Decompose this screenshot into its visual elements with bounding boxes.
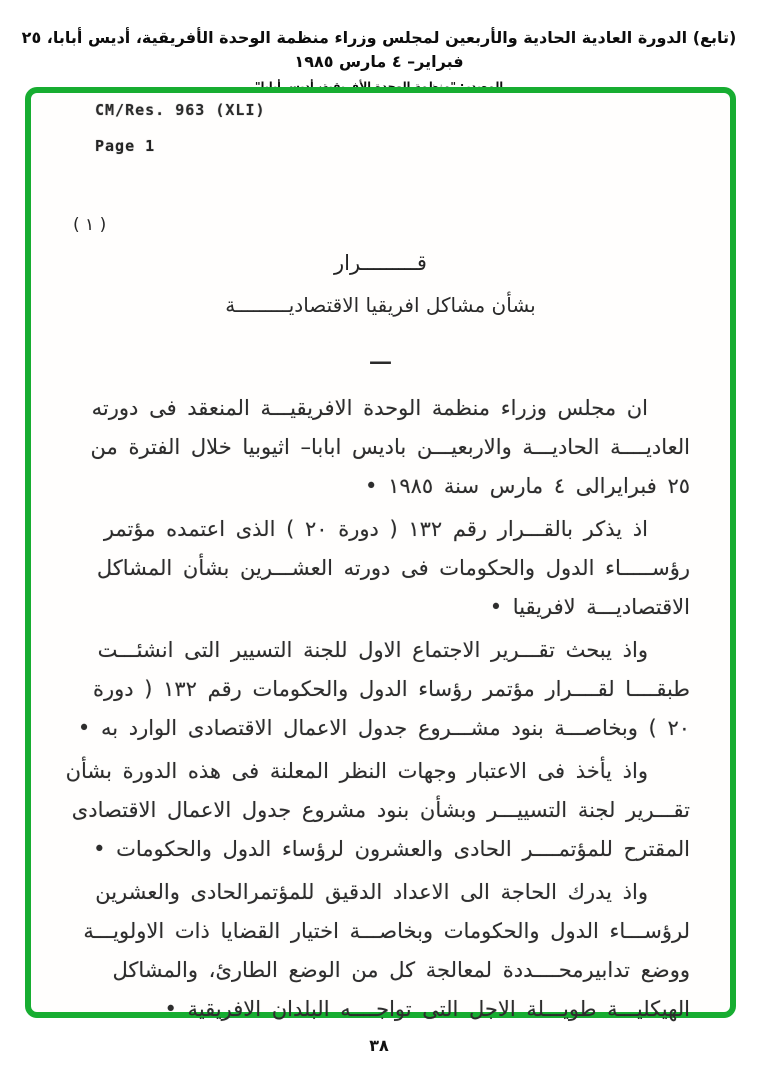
scan-frame xyxy=(25,87,736,1021)
page-label: Page 1 xyxy=(95,137,156,155)
paragraph-recognizing: واذ يدرك الحاجة الى الاعداد الدقيق للمؤتمرالحادى والعشرين لرؤســـاء الدول والحكومات وبخاصـــة اختيار القضايا ذات الاولويـــة ووضع تدابيرمحــــددة لمعالجة كل من الوضع الطارئ، والمشاكل الهيكليـــة طويـــلة الاجل التى تواجــــه البلدان الافريقية • xyxy=(83,880,690,1021)
page-header xyxy=(0,26,758,94)
document-reference: CM/Res. 963 (XLI) xyxy=(95,101,266,119)
title-separator: ـــ xyxy=(370,345,391,369)
section-number: ( ١ ) xyxy=(73,215,107,235)
paragraph-recalling: اذ يذكر بالقـــرار رقم ١٣٢ ( دورة ٢٠ ) الذى اعتمده مؤتمر رؤســـــاء الدول والحكومات فى دورته العشـــرين بشأن المشاكل الاقتصاديـــة لافريقيا • xyxy=(96,517,690,619)
session-title: (تابع) الدورة العادية الحادية والأربعين لمجلس وزراء منظمة الوحدة الأفريقية، أديس أبابا، ٢٥ فبراير– ٤ مارس ١٩٨٥ xyxy=(21,28,737,71)
page-number: ٣٨ xyxy=(369,1036,389,1055)
paragraph-considering: واذ يأخذ فى الاعتبار وجهات النظر المعلنة فى هذه الدورة بشأن تقـــرير لجنة التسييـــر وبشأن بنود مشروع جدول الاعمال الاقتصادى المقترح للمؤتمــــر الحادى والعشرون لرؤساء الدول والحكومات • xyxy=(65,759,690,861)
paragraph-preamble-1: ان مجلس وزراء منظمة الوحدة الافريقيـــة المنعقد فى دورته العاديــــة الحاديـــة والاربعيـــن باديس ابابا– اثيوبيا خلال الفترة من ٢٥ فبرايرالى ٤ مارس سنة ١٩٨٥ • xyxy=(90,396,690,498)
paragraph-examining: واذ يبحث تقـــرير الاجتماع الاول للجنة التسيير التى انشئـــت طبقــــا لقــــرار مؤتمر رؤساء الدول والحكومات رقم ١٣٢ ( دورة ٢٠ ) وبخاصـــة بنود مشـــروع جدول الاعمال الاقتصادى الوارد به • xyxy=(77,638,690,740)
resolution-body xyxy=(65,389,690,1033)
resolution-subtitle: بشأن مشاكل افريقيا الاقتصاديـــــــــة xyxy=(225,293,536,317)
resolution-title: قـــــــــرار xyxy=(334,251,427,275)
